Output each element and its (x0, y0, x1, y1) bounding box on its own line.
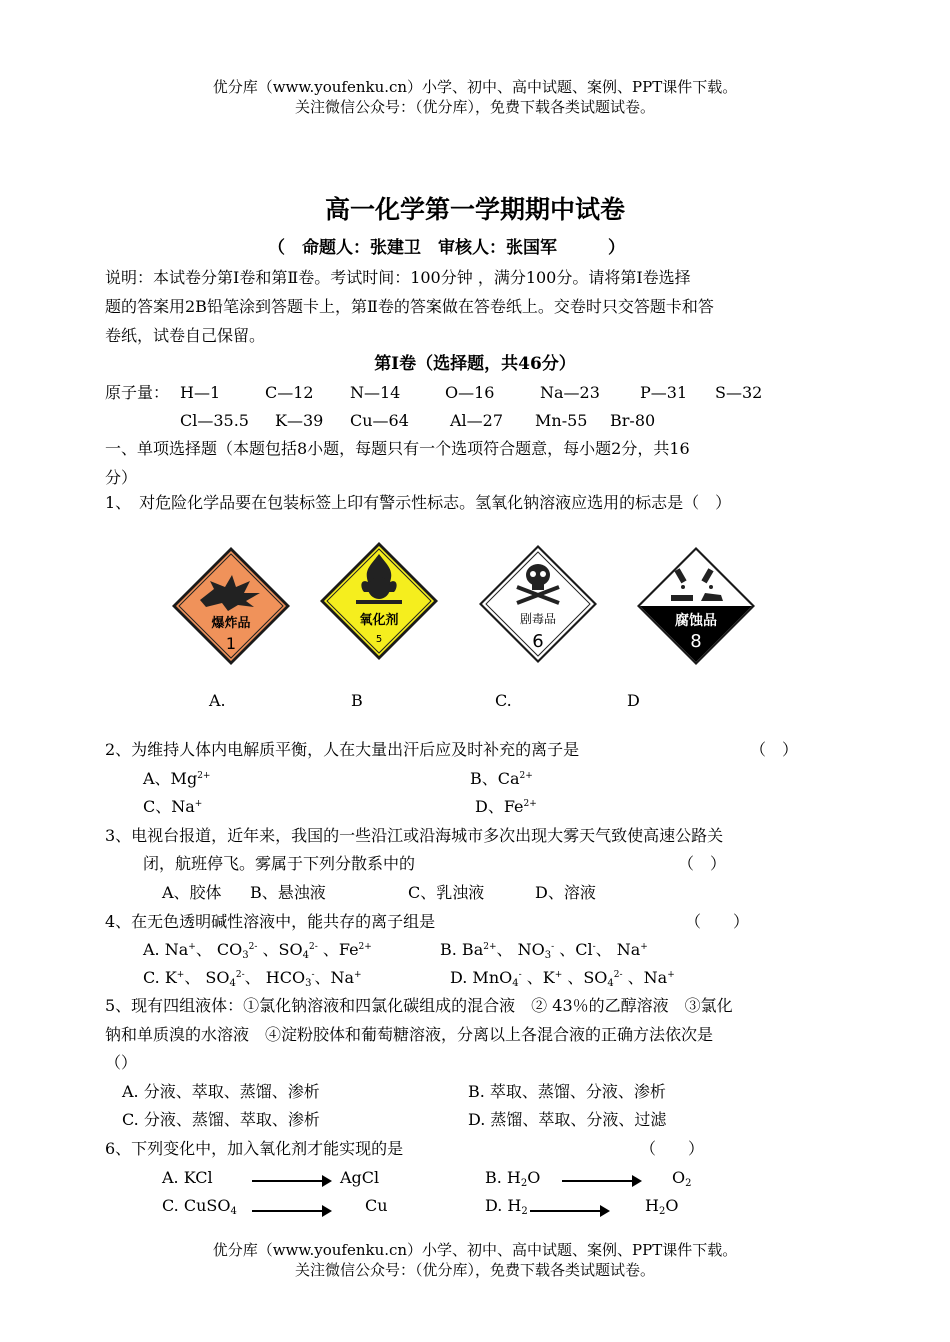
q6-option-b-reactant: B. $H_2O$ (485, 1168, 541, 1189)
sign-a-number: 1 (225, 634, 237, 653)
q2-option-c: C、Na+ (143, 797, 203, 816)
atomic-mass-br: Br-80 (610, 411, 656, 430)
q5-option-b: B. 萃取、蒸馏、分液、渗析 (468, 1082, 666, 1101)
sign-d-number: 8 (690, 631, 702, 652)
q5-option-a: A. 分液、萃取、蒸馏、渗析 (122, 1082, 320, 1101)
sign-c-number: 6 (532, 631, 544, 652)
part1-intro-line-1: 一、单项选择题（本题包括8小题，每题只有一个选项符合题意，每小题2分，共16 (105, 439, 690, 458)
q3-stem-line-1: 3、电视台报道，近年来，我国的一些沿江或沿海城市多次出现大雾天气致使高速公路关 (105, 826, 724, 845)
header-line-1: 优分库（www.youfenku.cn）小学、初中、高中试题、案例、PPT课件下载。 (212, 78, 738, 96)
atomic-mass-n: N—14 (350, 383, 401, 402)
q1-option-b: B (351, 691, 363, 710)
sign-c-label: 剧毒品 (519, 612, 557, 626)
atomic-mass-h: H—1 (180, 383, 221, 402)
page-title: 高一化学第一学期期中试卷 (324, 195, 625, 224)
q6-option-a-product: AgCl (340, 1168, 380, 1187)
sign-b-label: 氧化剂 (359, 613, 399, 628)
q6-stem: 6、下列变化中，加入氧化剂才能实现的是 (105, 1139, 404, 1158)
q3-option-b: B、悬浊液 (250, 883, 326, 902)
authors-line: （ 命题人：张建卫 审核人：张国军 ） (268, 238, 625, 258)
atomic-mass-mn: Mn-55 (535, 411, 588, 430)
q2-stem: 2、为维持人体内电解质平衡，人在大量出汗后应及时补充的离子是 (105, 740, 580, 759)
q6-option-c-reactant: C. CuSO$_4$ (162, 1196, 237, 1217)
q6-option-d-reactant: D. $H_2$ (485, 1196, 528, 1217)
part1-intro-line-2: 分） (105, 468, 138, 487)
atomic-mass-cl: Cl—35.5 (180, 411, 249, 430)
q4-stem: 4、在无色透明碱性溶液中，能共存的离子组是 (105, 912, 436, 931)
instructions-line-2: 题的答案用2B铅笔涂到答题卡上，第Ⅱ卷的答案做在答卷纸上。交卷时只交答题卡和答 (105, 297, 714, 316)
atomic-mass-na: Na—23 (540, 383, 600, 402)
q2-option-d: D、$Fe^{2+}$ (475, 797, 537, 816)
q3-answer-paren: （ ） (678, 854, 727, 873)
atomic-mass-k: K—39 (275, 411, 324, 430)
header-line-2: 关注微信公众号：（优分库），免费下载各类试题试卷。 (294, 98, 655, 116)
instructions-line-1: 说明：本试卷分第Ⅰ卷和第Ⅱ卷。考试时间：100分钟 ，满分100分。请将第Ⅰ卷选择 (105, 268, 691, 287)
q4-option-a: A. Na+、 $CO_3^{2-}$ 、$SO_4^{2-}$ 、$Fe^{2+}$ (143, 940, 372, 961)
q6-option-a-reactant: A. KCl (162, 1168, 213, 1187)
q6-answer-paren: （ ） (640, 1139, 705, 1158)
sign-d-label: 腐蚀品 (675, 613, 717, 629)
q5-option-d: D. 蒸馏、萃取、分液、过滤 (468, 1110, 667, 1129)
q6-option-a-arrow-icon (252, 1180, 330, 1182)
q2-option-a: A、$Mg^{2+}$ (143, 769, 211, 788)
instructions-line-3: 卷纸，试卷自己保留。 (105, 326, 266, 345)
q6-option-c-product: Cu (365, 1196, 388, 1215)
q6-option-b-product: $O_2$ (672, 1168, 692, 1189)
q6-option-d-product: $H_2O$ (645, 1196, 679, 1217)
q5-stem-line-3: （） (105, 1053, 138, 1072)
q3-option-a: A、胶体 (162, 883, 222, 902)
q1-stem: 1、 对危险化学品要在包装标签上印有警示性标志。氢氧化钠溶液应选用的标志是（ ） (105, 493, 732, 512)
q1-option-c: C. (495, 691, 512, 710)
footer-line-1: 优分库（www.youfenku.cn）小学、初中、高中试题、案例、PPT课件下载。 (212, 1241, 738, 1259)
q5-option-c: C. 分液、蒸馏、萃取、渗析 (122, 1110, 320, 1129)
q4-option-c: C. K+、 $SO_4^{2-}$、 $HCO_3^-$、Na+ (143, 968, 362, 989)
corrosive-sign (635, 545, 757, 667)
atomic-mass-cu: Cu—64 (350, 411, 409, 430)
sign-b-number: 5 (375, 634, 383, 645)
q4-option-d: D. MnO$_4$- 、K+ 、$SO_4^{2-}$ 、Na+ (450, 968, 675, 989)
atomic-mass-p: P—31 (640, 383, 688, 402)
q2-answer-paren: （ ） (750, 740, 799, 759)
q3-stem-line-2: 闭，航班停飞。雾属于下列分散系中的 (143, 854, 416, 873)
q1-option-a: A. (209, 691, 226, 710)
q6-option-b-arrow-icon (562, 1180, 640, 1182)
sign-a-label: 爆炸品 (211, 616, 251, 631)
q3-option-c: C、乳浊液 (408, 883, 485, 902)
atomic-mass-label: 原子量： (105, 383, 170, 402)
atomic-mass-c: C—12 (265, 383, 314, 402)
q4-option-b: B. $Ba^{2+}$、 $NO_3^-$ 、Cl-、 Na+ (440, 940, 648, 961)
q5-stem-line-1: 5、现有四组液体：①氯化钠溶液和四氯化碳组成的混合液 ② 43％的乙醇溶液 ③氯化 (105, 996, 733, 1015)
q4-answer-paren: （ ） (685, 912, 750, 931)
q6-option-c-arrow-icon (252, 1210, 330, 1212)
q1-option-d: D (627, 691, 640, 710)
atomic-mass-o: O—16 (445, 383, 495, 402)
oxidizer-sign (318, 540, 440, 662)
q5-stem-line-2: 钠和单质溴的水溶液 ④淀粉胶体和葡萄糖溶液，分离以上各混合液的正确方法依次是 (105, 1025, 714, 1044)
footer-line-2: 关注微信公众号：（优分库），免费下载各类试题试卷。 (294, 1261, 655, 1279)
q6-option-d-arrow-icon (530, 1210, 608, 1212)
q2-option-b: B、$Ca^{2+}$ (470, 769, 533, 788)
explosive-sign (170, 545, 292, 667)
atomic-mass-s: S—32 (715, 383, 763, 402)
section1-title: 第Ⅰ卷（选择题，共46分） (374, 354, 576, 374)
atomic-mass-al: Al—27 (450, 411, 504, 430)
q3-option-d: D、溶液 (535, 883, 596, 902)
toxic-sign (477, 543, 599, 665)
